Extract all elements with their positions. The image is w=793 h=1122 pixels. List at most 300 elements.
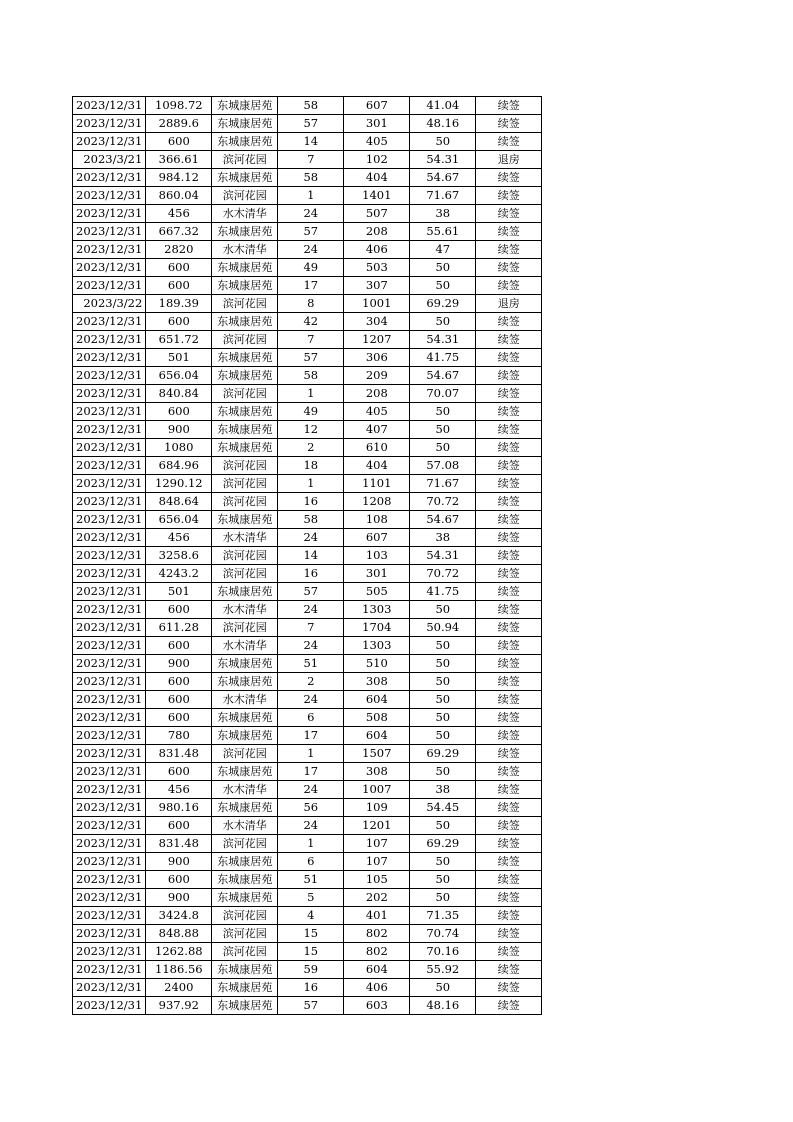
building-cell: 58 xyxy=(278,367,344,385)
date-cell: 2023/12/31 xyxy=(73,799,146,817)
community-cell: 水木清华 xyxy=(212,781,278,799)
amount-cell: 600 xyxy=(146,637,212,655)
area-cell: 54.45 xyxy=(410,799,476,817)
community-cell: 东城康居苑 xyxy=(212,403,278,421)
amount-cell: 501 xyxy=(146,583,212,601)
amount-cell: 600 xyxy=(146,709,212,727)
table-row xyxy=(73,727,542,745)
community-cell: 水木清华 xyxy=(212,691,278,709)
date-cell: 2023/12/31 xyxy=(73,241,146,259)
date-cell: 2023/12/31 xyxy=(73,907,146,925)
status-cell: 续签 xyxy=(476,187,542,205)
date-cell: 2023/12/31 xyxy=(73,565,146,583)
amount-cell: 2820 xyxy=(146,241,212,259)
table-row xyxy=(73,961,542,979)
community-cell: 水木清华 xyxy=(212,637,278,655)
status-cell: 续签 xyxy=(476,241,542,259)
date-cell: 2023/12/31 xyxy=(73,709,146,727)
room-cell: 105 xyxy=(344,871,410,889)
date-cell: 2023/12/31 xyxy=(73,925,146,943)
community-cell: 东城康居苑 xyxy=(212,421,278,439)
date-cell: 2023/12/31 xyxy=(73,529,146,547)
community-cell: 东城康居苑 xyxy=(212,277,278,295)
area-cell: 50 xyxy=(410,133,476,151)
amount-cell: 456 xyxy=(146,781,212,799)
community-cell: 滨河花园 xyxy=(212,331,278,349)
area-cell: 50 xyxy=(410,421,476,439)
building-cell: 18 xyxy=(278,457,344,475)
table-row xyxy=(73,889,542,907)
area-cell: 50 xyxy=(410,655,476,673)
date-cell: 2023/12/31 xyxy=(73,313,146,331)
status-cell: 续签 xyxy=(476,133,542,151)
building-cell: 24 xyxy=(278,817,344,835)
status-cell: 续签 xyxy=(476,655,542,673)
area-cell: 69.29 xyxy=(410,835,476,853)
status-cell: 续签 xyxy=(476,403,542,421)
area-cell: 55.61 xyxy=(410,223,476,241)
amount-cell: 1098.72 xyxy=(146,97,212,115)
table-row xyxy=(73,223,542,241)
area-cell: 38 xyxy=(410,781,476,799)
amount-cell: 189.39 xyxy=(146,295,212,313)
status-cell: 续签 xyxy=(476,169,542,187)
area-cell: 41.75 xyxy=(410,583,476,601)
date-cell: 2023/12/31 xyxy=(73,817,146,835)
amount-cell: 984.12 xyxy=(146,169,212,187)
table-row xyxy=(73,241,542,259)
date-cell: 2023/12/31 xyxy=(73,349,146,367)
community-cell: 东城康居苑 xyxy=(212,763,278,781)
date-cell: 2023/12/31 xyxy=(73,871,146,889)
building-cell: 58 xyxy=(278,511,344,529)
area-cell: 54.31 xyxy=(410,547,476,565)
building-cell: 7 xyxy=(278,619,344,637)
table-row xyxy=(73,259,542,277)
building-cell: 49 xyxy=(278,403,344,421)
table-row xyxy=(73,799,542,817)
table-row xyxy=(73,97,542,115)
community-cell: 东城康居苑 xyxy=(212,799,278,817)
room-cell: 1101 xyxy=(344,475,410,493)
amount-cell: 600 xyxy=(146,403,212,421)
table-row xyxy=(73,313,542,331)
status-cell: 续签 xyxy=(476,205,542,223)
community-cell: 东城康居苑 xyxy=(212,169,278,187)
building-cell: 57 xyxy=(278,583,344,601)
area-cell: 71.35 xyxy=(410,907,476,925)
building-cell: 24 xyxy=(278,205,344,223)
table-row xyxy=(73,745,542,763)
area-cell: 50 xyxy=(410,403,476,421)
community-cell: 滨河花园 xyxy=(212,925,278,943)
date-cell: 2023/12/31 xyxy=(73,403,146,421)
room-cell: 202 xyxy=(344,889,410,907)
status-cell: 续签 xyxy=(476,763,542,781)
room-cell: 406 xyxy=(344,979,410,997)
amount-cell: 831.48 xyxy=(146,835,212,853)
community-cell: 滨河花园 xyxy=(212,835,278,853)
room-cell: 607 xyxy=(344,97,410,115)
building-cell: 5 xyxy=(278,889,344,907)
date-cell: 2023/12/31 xyxy=(73,385,146,403)
building-cell: 49 xyxy=(278,259,344,277)
community-cell: 东城康居苑 xyxy=(212,367,278,385)
status-cell: 续签 xyxy=(476,583,542,601)
room-cell: 405 xyxy=(344,403,410,421)
area-cell: 48.16 xyxy=(410,997,476,1015)
date-cell: 2023/12/31 xyxy=(73,511,146,529)
building-cell: 12 xyxy=(278,421,344,439)
amount-cell: 840.84 xyxy=(146,385,212,403)
room-cell: 505 xyxy=(344,583,410,601)
building-cell: 51 xyxy=(278,871,344,889)
status-cell: 续签 xyxy=(476,997,542,1015)
date-cell: 2023/12/31 xyxy=(73,457,146,475)
status-cell: 续签 xyxy=(476,781,542,799)
building-cell: 14 xyxy=(278,133,344,151)
community-cell: 东城康居苑 xyxy=(212,727,278,745)
building-cell: 58 xyxy=(278,97,344,115)
table-row xyxy=(73,349,542,367)
date-cell: 2023/12/31 xyxy=(73,583,146,601)
building-cell: 15 xyxy=(278,925,344,943)
amount-cell: 600 xyxy=(146,313,212,331)
amount-cell: 980.16 xyxy=(146,799,212,817)
status-cell: 续签 xyxy=(476,943,542,961)
date-cell: 2023/12/31 xyxy=(73,655,146,673)
amount-cell: 684.96 xyxy=(146,457,212,475)
room-cell: 407 xyxy=(344,421,410,439)
amount-cell: 600 xyxy=(146,817,212,835)
area-cell: 38 xyxy=(410,205,476,223)
building-cell: 24 xyxy=(278,241,344,259)
room-cell: 604 xyxy=(344,727,410,745)
area-cell: 55.92 xyxy=(410,961,476,979)
amount-cell: 656.04 xyxy=(146,367,212,385)
community-cell: 水木清华 xyxy=(212,601,278,619)
area-cell: 70.07 xyxy=(410,385,476,403)
status-cell: 续签 xyxy=(476,313,542,331)
room-cell: 404 xyxy=(344,457,410,475)
table-row xyxy=(73,277,542,295)
area-cell: 50 xyxy=(410,673,476,691)
amount-cell: 600 xyxy=(146,871,212,889)
status-cell: 续签 xyxy=(476,457,542,475)
area-cell: 50.94 xyxy=(410,619,476,637)
table-row xyxy=(73,763,542,781)
amount-cell: 900 xyxy=(146,421,212,439)
room-cell: 404 xyxy=(344,169,410,187)
status-cell: 续签 xyxy=(476,799,542,817)
area-cell: 50 xyxy=(410,727,476,745)
table-row xyxy=(73,637,542,655)
community-cell: 滨河花园 xyxy=(212,385,278,403)
building-cell: 6 xyxy=(278,853,344,871)
date-cell: 2023/12/31 xyxy=(73,853,146,871)
table-row xyxy=(73,385,542,403)
community-cell: 东城康居苑 xyxy=(212,115,278,133)
date-cell: 2023/12/31 xyxy=(73,943,146,961)
building-cell: 16 xyxy=(278,565,344,583)
status-cell: 续签 xyxy=(476,961,542,979)
table-row xyxy=(73,115,542,133)
building-cell: 16 xyxy=(278,493,344,511)
table-row xyxy=(73,295,542,313)
status-cell: 续签 xyxy=(476,871,542,889)
building-cell: 15 xyxy=(278,943,344,961)
status-cell: 续签 xyxy=(476,745,542,763)
area-cell: 54.67 xyxy=(410,511,476,529)
building-cell: 57 xyxy=(278,223,344,241)
building-cell: 4 xyxy=(278,907,344,925)
community-cell: 东城康居苑 xyxy=(212,853,278,871)
amount-cell: 501 xyxy=(146,349,212,367)
building-cell: 17 xyxy=(278,277,344,295)
room-cell: 610 xyxy=(344,439,410,457)
room-cell: 401 xyxy=(344,907,410,925)
table-row xyxy=(73,601,542,619)
date-cell: 2023/3/22 xyxy=(73,295,146,313)
community-cell: 东城康居苑 xyxy=(212,511,278,529)
community-cell: 滨河花园 xyxy=(212,457,278,475)
room-cell: 306 xyxy=(344,349,410,367)
room-cell: 405 xyxy=(344,133,410,151)
status-cell: 续签 xyxy=(476,475,542,493)
table-row xyxy=(73,943,542,961)
status-cell: 续签 xyxy=(476,709,542,727)
date-cell: 2023/12/31 xyxy=(73,277,146,295)
status-cell: 续签 xyxy=(476,637,542,655)
building-cell: 24 xyxy=(278,529,344,547)
room-cell: 108 xyxy=(344,511,410,529)
community-cell: 滨河花园 xyxy=(212,547,278,565)
table-row xyxy=(73,583,542,601)
amount-cell: 937.92 xyxy=(146,997,212,1015)
status-cell: 续签 xyxy=(476,817,542,835)
area-cell: 69.29 xyxy=(410,745,476,763)
area-cell: 50 xyxy=(410,979,476,997)
status-cell: 续签 xyxy=(476,925,542,943)
amount-cell: 831.48 xyxy=(146,745,212,763)
building-cell: 1 xyxy=(278,745,344,763)
date-cell: 2023/12/31 xyxy=(73,439,146,457)
table-row xyxy=(73,835,542,853)
area-cell: 50 xyxy=(410,763,476,781)
area-cell: 70.74 xyxy=(410,925,476,943)
room-cell: 1201 xyxy=(344,817,410,835)
status-cell: 续签 xyxy=(476,853,542,871)
building-cell: 24 xyxy=(278,781,344,799)
amount-cell: 780 xyxy=(146,727,212,745)
community-cell: 水木清华 xyxy=(212,241,278,259)
table-row xyxy=(73,205,542,223)
room-cell: 503 xyxy=(344,259,410,277)
amount-cell: 600 xyxy=(146,673,212,691)
status-cell: 退房 xyxy=(476,151,542,169)
room-cell: 1208 xyxy=(344,493,410,511)
building-cell: 14 xyxy=(278,547,344,565)
room-cell: 1007 xyxy=(344,781,410,799)
building-cell: 56 xyxy=(278,799,344,817)
building-cell: 17 xyxy=(278,763,344,781)
community-cell: 东城康居苑 xyxy=(212,673,278,691)
room-cell: 508 xyxy=(344,709,410,727)
status-cell: 续签 xyxy=(476,493,542,511)
area-cell: 50 xyxy=(410,601,476,619)
amount-cell: 3258.6 xyxy=(146,547,212,565)
date-cell: 2023/12/31 xyxy=(73,889,146,907)
table-row xyxy=(73,817,542,835)
community-cell: 滨河花园 xyxy=(212,493,278,511)
amount-cell: 456 xyxy=(146,529,212,547)
building-cell: 17 xyxy=(278,727,344,745)
amount-cell: 900 xyxy=(146,889,212,907)
room-cell: 304 xyxy=(344,313,410,331)
amount-cell: 667.32 xyxy=(146,223,212,241)
table-row xyxy=(73,673,542,691)
area-cell: 54.31 xyxy=(410,151,476,169)
table-row xyxy=(73,169,542,187)
room-cell: 107 xyxy=(344,835,410,853)
building-cell: 8 xyxy=(278,295,344,313)
building-cell: 57 xyxy=(278,115,344,133)
amount-cell: 860.04 xyxy=(146,187,212,205)
status-cell: 续签 xyxy=(476,439,542,457)
community-cell: 滨河花园 xyxy=(212,151,278,169)
table-row xyxy=(73,187,542,205)
area-cell: 50 xyxy=(410,889,476,907)
community-cell: 滨河花园 xyxy=(212,619,278,637)
area-cell: 50 xyxy=(410,871,476,889)
amount-cell: 1186.56 xyxy=(146,961,212,979)
date-cell: 2023/12/31 xyxy=(73,331,146,349)
date-cell: 2023/12/31 xyxy=(73,619,146,637)
table-row xyxy=(73,403,542,421)
room-cell: 607 xyxy=(344,529,410,547)
room-cell: 604 xyxy=(344,691,410,709)
room-cell: 208 xyxy=(344,223,410,241)
status-cell: 续签 xyxy=(476,601,542,619)
table-row xyxy=(73,979,542,997)
date-cell: 2023/3/21 xyxy=(73,151,146,169)
building-cell: 24 xyxy=(278,637,344,655)
status-cell: 续签 xyxy=(476,277,542,295)
community-cell: 滨河花园 xyxy=(212,907,278,925)
amount-cell: 600 xyxy=(146,277,212,295)
building-cell: 16 xyxy=(278,979,344,997)
room-cell: 103 xyxy=(344,547,410,565)
status-cell: 续签 xyxy=(476,835,542,853)
table-body xyxy=(73,97,542,1015)
status-cell: 续签 xyxy=(476,259,542,277)
data-table xyxy=(72,96,542,1015)
status-cell: 续签 xyxy=(476,385,542,403)
date-cell: 2023/12/31 xyxy=(73,421,146,439)
building-cell: 57 xyxy=(278,997,344,1015)
amount-cell: 600 xyxy=(146,259,212,277)
table-row xyxy=(73,925,542,943)
area-cell: 70.16 xyxy=(410,943,476,961)
area-cell: 50 xyxy=(410,817,476,835)
table-row xyxy=(73,565,542,583)
room-cell: 209 xyxy=(344,367,410,385)
date-cell: 2023/12/31 xyxy=(73,781,146,799)
status-cell: 续签 xyxy=(476,565,542,583)
status-cell: 续签 xyxy=(476,727,542,745)
amount-cell: 1290.12 xyxy=(146,475,212,493)
community-cell: 东城康居苑 xyxy=(212,889,278,907)
date-cell: 2023/12/31 xyxy=(73,115,146,133)
room-cell: 406 xyxy=(344,241,410,259)
status-cell: 退房 xyxy=(476,295,542,313)
community-cell: 东城康居苑 xyxy=(212,583,278,601)
amount-cell: 848.64 xyxy=(146,493,212,511)
building-cell: 24 xyxy=(278,601,344,619)
room-cell: 308 xyxy=(344,763,410,781)
community-cell: 滨河花园 xyxy=(212,187,278,205)
amount-cell: 611.28 xyxy=(146,619,212,637)
community-cell: 东城康居苑 xyxy=(212,961,278,979)
table-row xyxy=(73,853,542,871)
table-row xyxy=(73,439,542,457)
room-cell: 802 xyxy=(344,925,410,943)
room-cell: 1303 xyxy=(344,637,410,655)
date-cell: 2023/12/31 xyxy=(73,637,146,655)
community-cell: 东城康居苑 xyxy=(212,223,278,241)
amount-cell: 600 xyxy=(146,601,212,619)
room-cell: 604 xyxy=(344,961,410,979)
table-row xyxy=(73,133,542,151)
room-cell: 1303 xyxy=(344,601,410,619)
status-cell: 续签 xyxy=(476,529,542,547)
building-cell: 58 xyxy=(278,169,344,187)
area-cell: 50 xyxy=(410,637,476,655)
date-cell: 2023/12/31 xyxy=(73,745,146,763)
community-cell: 滨河花园 xyxy=(212,943,278,961)
area-cell: 50 xyxy=(410,259,476,277)
community-cell: 东城康居苑 xyxy=(212,997,278,1015)
area-cell: 57.08 xyxy=(410,457,476,475)
room-cell: 510 xyxy=(344,655,410,673)
status-cell: 续签 xyxy=(476,979,542,997)
area-cell: 70.72 xyxy=(410,493,476,511)
room-cell: 507 xyxy=(344,205,410,223)
status-cell: 续签 xyxy=(476,115,542,133)
amount-cell: 1262.88 xyxy=(146,943,212,961)
community-cell: 滨河花园 xyxy=(212,745,278,763)
area-cell: 50 xyxy=(410,439,476,457)
community-cell: 东城康居苑 xyxy=(212,97,278,115)
table-row xyxy=(73,529,542,547)
room-cell: 802 xyxy=(344,943,410,961)
date-cell: 2023/12/31 xyxy=(73,961,146,979)
table-row xyxy=(73,619,542,637)
table-row xyxy=(73,493,542,511)
date-cell: 2023/12/31 xyxy=(73,493,146,511)
community-cell: 滨河花园 xyxy=(212,475,278,493)
status-cell: 续签 xyxy=(476,349,542,367)
community-cell: 东城康居苑 xyxy=(212,709,278,727)
status-cell: 续签 xyxy=(476,331,542,349)
amount-cell: 848.88 xyxy=(146,925,212,943)
building-cell: 24 xyxy=(278,691,344,709)
amount-cell: 2889.6 xyxy=(146,115,212,133)
area-cell: 38 xyxy=(410,529,476,547)
status-cell: 续签 xyxy=(476,223,542,241)
building-cell: 1 xyxy=(278,187,344,205)
amount-cell: 600 xyxy=(146,133,212,151)
